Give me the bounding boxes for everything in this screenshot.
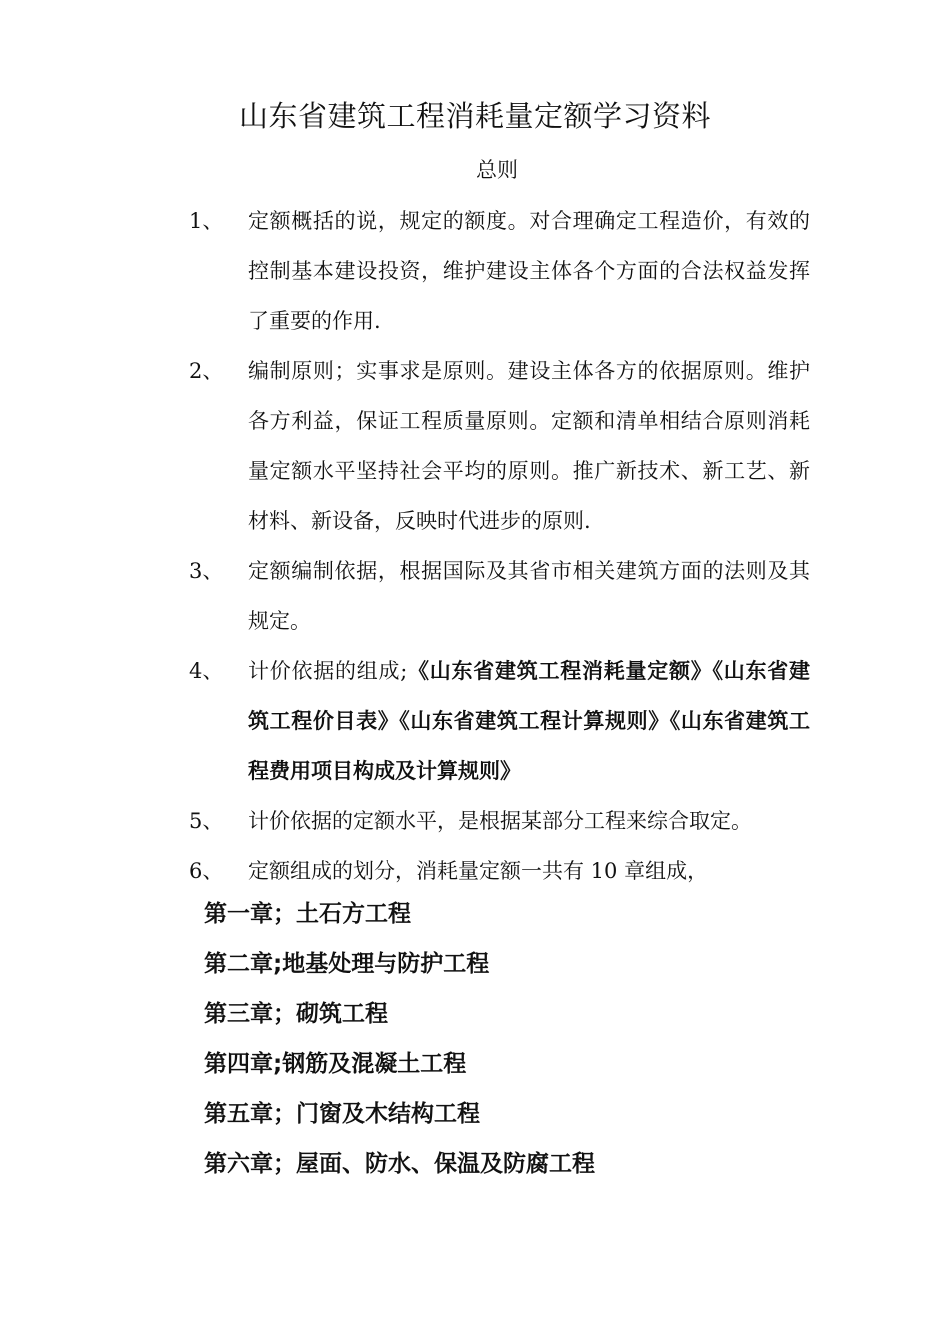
item-text: 定额组成的划分，消耗量定额一共有 10 章组成， — [248, 859, 709, 883]
item-text-bold: 《山东省建筑工程消耗量定额》《山东省建筑工程价目表》《山东省建筑工程计算规则》《山东省建筑工程费用项目构成及计算规则》 — [248, 659, 811, 783]
section-heading: 总则 — [476, 158, 518, 182]
item-text: 定额编制依据，根据国际及其省市相关建筑方面的法则及其规定。 — [248, 559, 810, 633]
chapter-item: 第三章；砌筑工程 — [204, 1001, 388, 1027]
item-number: 4、 — [189, 659, 224, 683]
item-number: 6、 — [189, 859, 224, 883]
chapter-item: 第六章；屋面、防水、保温及防腐工程 — [204, 1151, 595, 1177]
chapter-item: 第一章；土石方工程 — [204, 901, 411, 927]
list-item — [0, 346, 950, 546]
item-text-plain: 计价依据的组成; — [248, 659, 408, 683]
list-item — [0, 546, 950, 646]
item-number: 2、 — [189, 359, 224, 383]
list-item — [0, 646, 950, 796]
item-text: 定额概括的说，规定的额度。对合理确定工程造价，有效的控制基本建设投资，维护建设主体各个方面的合法权益发挥了重要的作用. — [248, 209, 810, 333]
chapter-item: 第四章;钢筋及混凝土工程 — [204, 1051, 467, 1077]
chapter-item: 第五章；门窗及木结构工程 — [204, 1101, 480, 1127]
general-provisions-list — [0, 196, 950, 896]
item-number: 1、 — [189, 209, 224, 233]
list-item — [0, 196, 950, 346]
chapter-item: 第二章;地基处理与防护工程 — [204, 951, 490, 977]
list-item — [0, 796, 950, 846]
document-title: 山东省建筑工程消耗量定额学习资料 — [238, 99, 711, 133]
item-text: 编制原则；实事求是原则。建设主体各方的依据原则。维护各方利益，保证工程质量原则。定额和清单相结合原则消耗量定额水平坚持社会平均的原则。推广新技术、新工艺、新材料、新设备，反映时代进步的原则. — [248, 359, 810, 533]
chapter-list — [204, 889, 904, 1189]
item-text — [248, 646, 810, 796]
item-number: 3、 — [189, 559, 224, 583]
item-text: 计价依据的定额水平，是根据某部分工程来综合取定。 — [248, 809, 752, 833]
item-number: 5、 — [189, 809, 224, 833]
